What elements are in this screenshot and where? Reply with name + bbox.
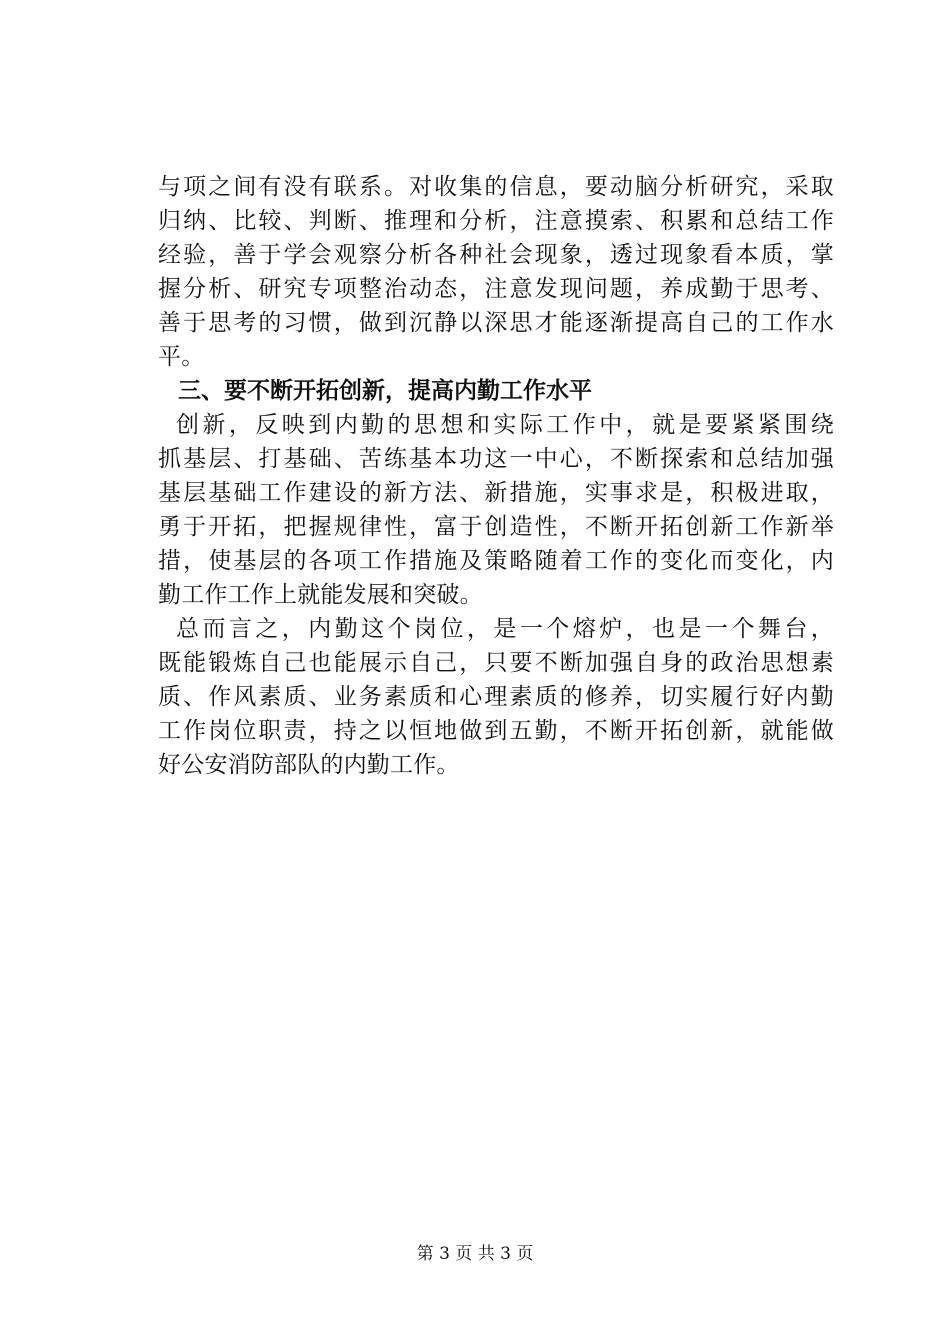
section-heading: 三、要不断开拓创新，提高内勤工作水平 bbox=[178, 378, 592, 404]
text-line: 工作岗位职责，持之以恒地做到五勤，不断开拓创新，就能做 bbox=[158, 718, 834, 744]
document-body bbox=[158, 170, 834, 782]
text-line: 质、作风素质、业务素质和心理素质的修养，切实履行好内勤 bbox=[158, 684, 834, 710]
paragraph-conclusion bbox=[158, 612, 834, 782]
paragraph-innovation bbox=[158, 408, 834, 612]
text-line: 勤工作工作上就能发展和突破。 bbox=[158, 582, 483, 608]
paragraph-continued bbox=[158, 170, 834, 374]
text-line: 基层基础工作建设的新方法、新措施，实事求是，积极进取， bbox=[158, 480, 834, 506]
text-line: 勇于开拓，把握规律性，富于创造性，不断开拓创新工作新举 bbox=[158, 514, 834, 540]
text-line: 经验，善于学会观察分析各种社会现象，透过现象看本质，掌 bbox=[158, 242, 834, 268]
page-footer: 第 3 页 共 3 页 bbox=[416, 1244, 534, 1264]
text-line: 好公安消防部队的内勤工作。 bbox=[158, 752, 460, 778]
text-line: 抓基层、打基础、苦练基本功这一中心，不断探索和总结加强 bbox=[158, 446, 834, 472]
text-line: 创新，反映到内勤的思想和实际工作中，就是要紧紧围绕 bbox=[176, 412, 834, 438]
text-line: 平。 bbox=[158, 344, 205, 370]
text-line: 措，使基层的各项工作措施及策略随着工作的变化而变化，内 bbox=[158, 548, 834, 574]
text-line: 归纳、比较、判断、推理和分析，注意摸索、积累和总结工作 bbox=[158, 208, 834, 234]
text-line: 善于思考的习惯，做到沉静以深思才能逐渐提高自己的工作水 bbox=[158, 310, 834, 336]
text-line: 总而言之，内勤这个岗位，是一个熔炉，也是一个舞台， bbox=[176, 616, 834, 642]
text-line: 握分析、研究专项整治动态，注意发现问题，养成勤于思考、 bbox=[158, 276, 834, 302]
text-line: 既能锻炼自己也能展示自己，只要不断加强自身的政治思想素 bbox=[158, 650, 834, 676]
text-line: 与项之间有没有联系。对收集的信息，要动脑分析研究，采取 bbox=[158, 174, 834, 200]
